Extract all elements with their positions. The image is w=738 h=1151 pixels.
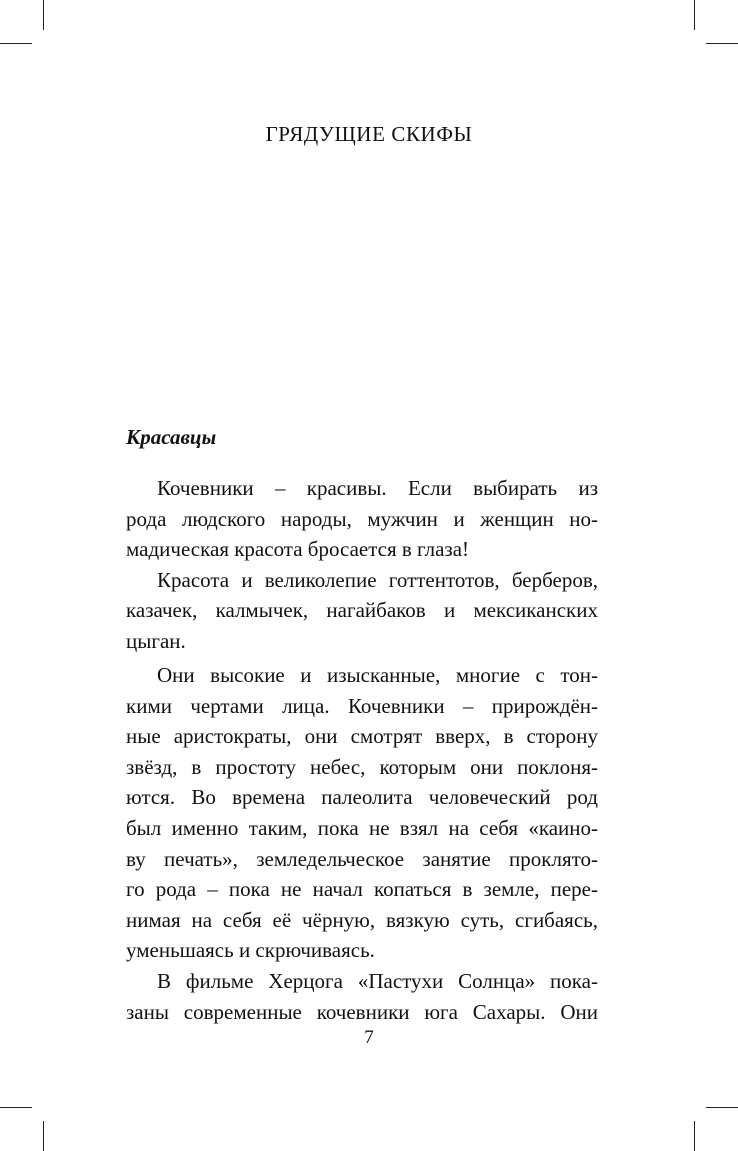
text-line: ные аристократы, они смотрят вверх, в сторону <box>126 724 598 749</box>
section-title: Красавцы <box>126 425 217 449</box>
text-line: В фильме Херцога «Пастухи Солнца» пока- <box>157 968 598 993</box>
text-line: был именно таким, пока не взял на себя «каино- <box>126 815 598 840</box>
text-line: кими чертами лица. Кочевники – прирождён- <box>126 693 598 718</box>
text-line: заны современные кочевники юга Сахары. Они <box>126 999 598 1024</box>
text-line: го рода – пока не начал копаться в земле, пере- <box>126 877 598 902</box>
text-line: цыган. <box>126 628 186 653</box>
crop-mark-bottom-left-horizontal <box>0 1107 32 1108</box>
crop-mark-bottom-left-vertical <box>43 1121 44 1151</box>
text-line: мадическая красота бросается в глаза! <box>126 537 470 562</box>
crop-mark-bottom-right-vertical <box>694 1121 695 1151</box>
paragraph-block-2 <box>126 660 598 1027</box>
text-line: нимая на себя её чёрную, вязкую суть, сгибаясь, <box>126 907 598 932</box>
crop-mark-top-left-horizontal <box>0 43 32 44</box>
text-line: Они высокие и изысканные, многие с тон- <box>157 663 598 687</box>
crop-mark-bottom-right-horizontal <box>706 1107 738 1108</box>
text-line: ются. Во времена палеолита человеческий род <box>126 785 598 810</box>
paragraph-block-1 <box>126 473 598 657</box>
text-line: звёзд, в простоту небес, которым они поклоня- <box>126 754 598 779</box>
crop-mark-top-right-vertical <box>694 0 695 30</box>
text-line: уменьшаясь и скрючиваясь. <box>126 938 375 963</box>
running-head: ГРЯДУЩИЕ СКИФЫ <box>265 122 473 146</box>
crop-mark-top-right-horizontal <box>706 43 738 44</box>
text-line: ву печать», земледельческое занятие проклято- <box>126 846 598 871</box>
crop-mark-top-left-vertical <box>43 0 44 30</box>
text-line: казачек, калмычек, нагайбаков и мексиканских <box>126 598 598 623</box>
page-number: 7 <box>364 1027 374 1048</box>
text-line: рода людского народы, мужчин и женщин но- <box>126 506 598 531</box>
text-line: Кочевники – красивы. Если выбирать из <box>157 476 598 500</box>
text-line: Красота и великолепие готтентотов, берберов, <box>157 567 598 592</box>
